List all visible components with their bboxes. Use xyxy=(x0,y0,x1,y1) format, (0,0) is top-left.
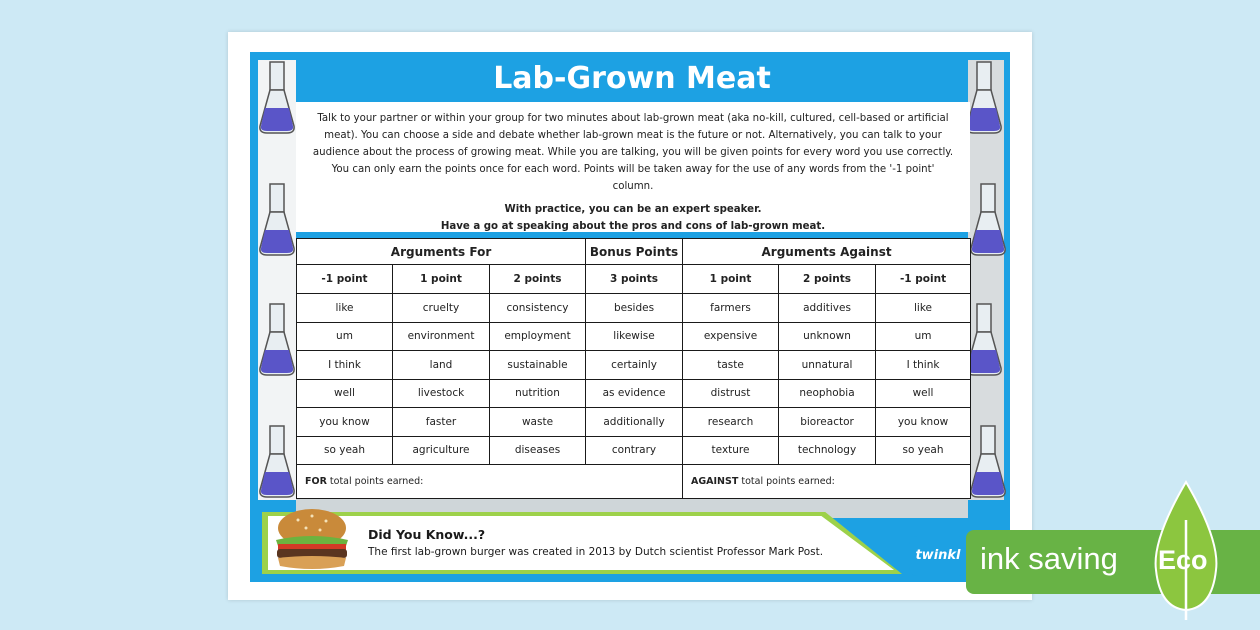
table-cell: I think xyxy=(297,351,393,380)
table-cell: additionally xyxy=(586,408,683,437)
table-cell: you know xyxy=(876,408,971,437)
table-cell: neophobia xyxy=(779,379,876,408)
table-cell: farmers xyxy=(683,294,779,323)
column-header: 2 points xyxy=(779,265,876,294)
column-header: 1 point xyxy=(683,265,779,294)
table-cell: well xyxy=(297,379,393,408)
flask-icon xyxy=(257,424,297,500)
table-cell: livestock xyxy=(393,379,490,408)
against-total-text: total points earned: xyxy=(741,476,835,487)
table-cell: like xyxy=(297,294,393,323)
table-cell: likewise xyxy=(586,322,683,351)
table-cell: unknown xyxy=(779,322,876,351)
table-cell: research xyxy=(683,408,779,437)
table-row xyxy=(297,379,971,408)
against-total-cell xyxy=(683,465,971,499)
table-cell: waste xyxy=(490,408,586,437)
flask-icon xyxy=(257,182,297,258)
column-header: 1 point xyxy=(393,265,490,294)
table-row xyxy=(297,351,971,380)
flask-icon xyxy=(257,302,297,378)
table-cell: texture xyxy=(683,436,779,465)
intro-bold-line-2: Have a go at speaking about the pros and cons of lab-grown meat. xyxy=(440,221,826,232)
group-header-for: Arguments For xyxy=(297,239,586,265)
for-total-text: total points earned: xyxy=(329,476,424,487)
table-cell: faster xyxy=(393,408,490,437)
eco-badge-text: ink saving xyxy=(980,541,1118,576)
against-total-label: AGAINST xyxy=(691,476,739,487)
did-you-know-text: The first lab-grown burger was created in 2013 by Dutch scientist Professor Mark Post. xyxy=(368,546,824,558)
column-header: 2 points xyxy=(490,265,586,294)
column-header: 3 points xyxy=(586,265,683,294)
for-total-label: FOR xyxy=(305,476,327,487)
table-cell: um xyxy=(297,322,393,351)
table-cell: distrust xyxy=(683,379,779,408)
table-row xyxy=(297,408,971,437)
page-title: Lab-Grown Meat xyxy=(493,61,771,96)
table-cell: well xyxy=(876,379,971,408)
table-cell: cruelty xyxy=(393,294,490,323)
table-cell: so yeah xyxy=(876,436,971,465)
table-row xyxy=(297,322,971,351)
table-cell: certainly xyxy=(586,351,683,380)
table-cell: so yeah xyxy=(297,436,393,465)
table-cell: contrary xyxy=(586,436,683,465)
table-cell: sustainable xyxy=(490,351,586,380)
table-cell: like xyxy=(876,294,971,323)
table-cell: expensive xyxy=(683,322,779,351)
group-header-bonus: Bonus Points xyxy=(586,239,683,265)
table-cell: land xyxy=(393,351,490,380)
flask-icon xyxy=(968,182,1008,258)
table-cell: additives xyxy=(779,294,876,323)
table-cell: um xyxy=(876,322,971,351)
burger-icon xyxy=(268,506,352,576)
did-you-know-title: Did You Know...? xyxy=(368,527,486,542)
table-cell: besides xyxy=(586,294,683,323)
twinkl-logo: twinkl xyxy=(909,536,967,576)
flask-icon xyxy=(964,60,1004,136)
points-table xyxy=(296,238,971,499)
table-cell: nutrition xyxy=(490,379,586,408)
table-row xyxy=(297,294,971,323)
table-cell: environment xyxy=(393,322,490,351)
column-header: -1 point xyxy=(297,265,393,294)
table-cell: diseases xyxy=(490,436,586,465)
table-cell: as evidence xyxy=(586,379,683,408)
table-cell: bioreactor xyxy=(779,408,876,437)
table-cell: you know xyxy=(297,408,393,437)
table-cell: technology xyxy=(779,436,876,465)
intro-bold-line-1: With practice, you can be an expert speaker. xyxy=(504,204,762,215)
table-cell: I think xyxy=(876,351,971,380)
eco-badge-word: Eco xyxy=(1158,545,1208,575)
table-cell: agriculture xyxy=(393,436,490,465)
table-cell: consistency xyxy=(490,294,586,323)
for-total-cell xyxy=(297,465,586,499)
group-header-against: Arguments Against xyxy=(683,239,971,265)
flask-icon xyxy=(968,424,1008,500)
table-cell: employment xyxy=(490,322,586,351)
table-cell: taste xyxy=(683,351,779,380)
intro-paragraph: Talk to your partner or within your group for two minutes about lab-grown meat (aka no-kill, cultured, cell-based or artificial meat). You can choose a side and debate whether lab-grown meat is the future or not. Alternatively, you can talk to your audience about the process of growing meat. While you are talking, you will be given points for every word you use correctly. You can only earn the points once for each word. Points will be taken away for the use of any words from the '-1 point' column. xyxy=(312,113,954,192)
table-row xyxy=(297,436,971,465)
flask-icon xyxy=(257,60,297,136)
intro-box xyxy=(296,102,970,232)
did-you-know-box xyxy=(268,516,894,570)
column-header: -1 point xyxy=(876,265,971,294)
table-cell: unnatural xyxy=(779,351,876,380)
